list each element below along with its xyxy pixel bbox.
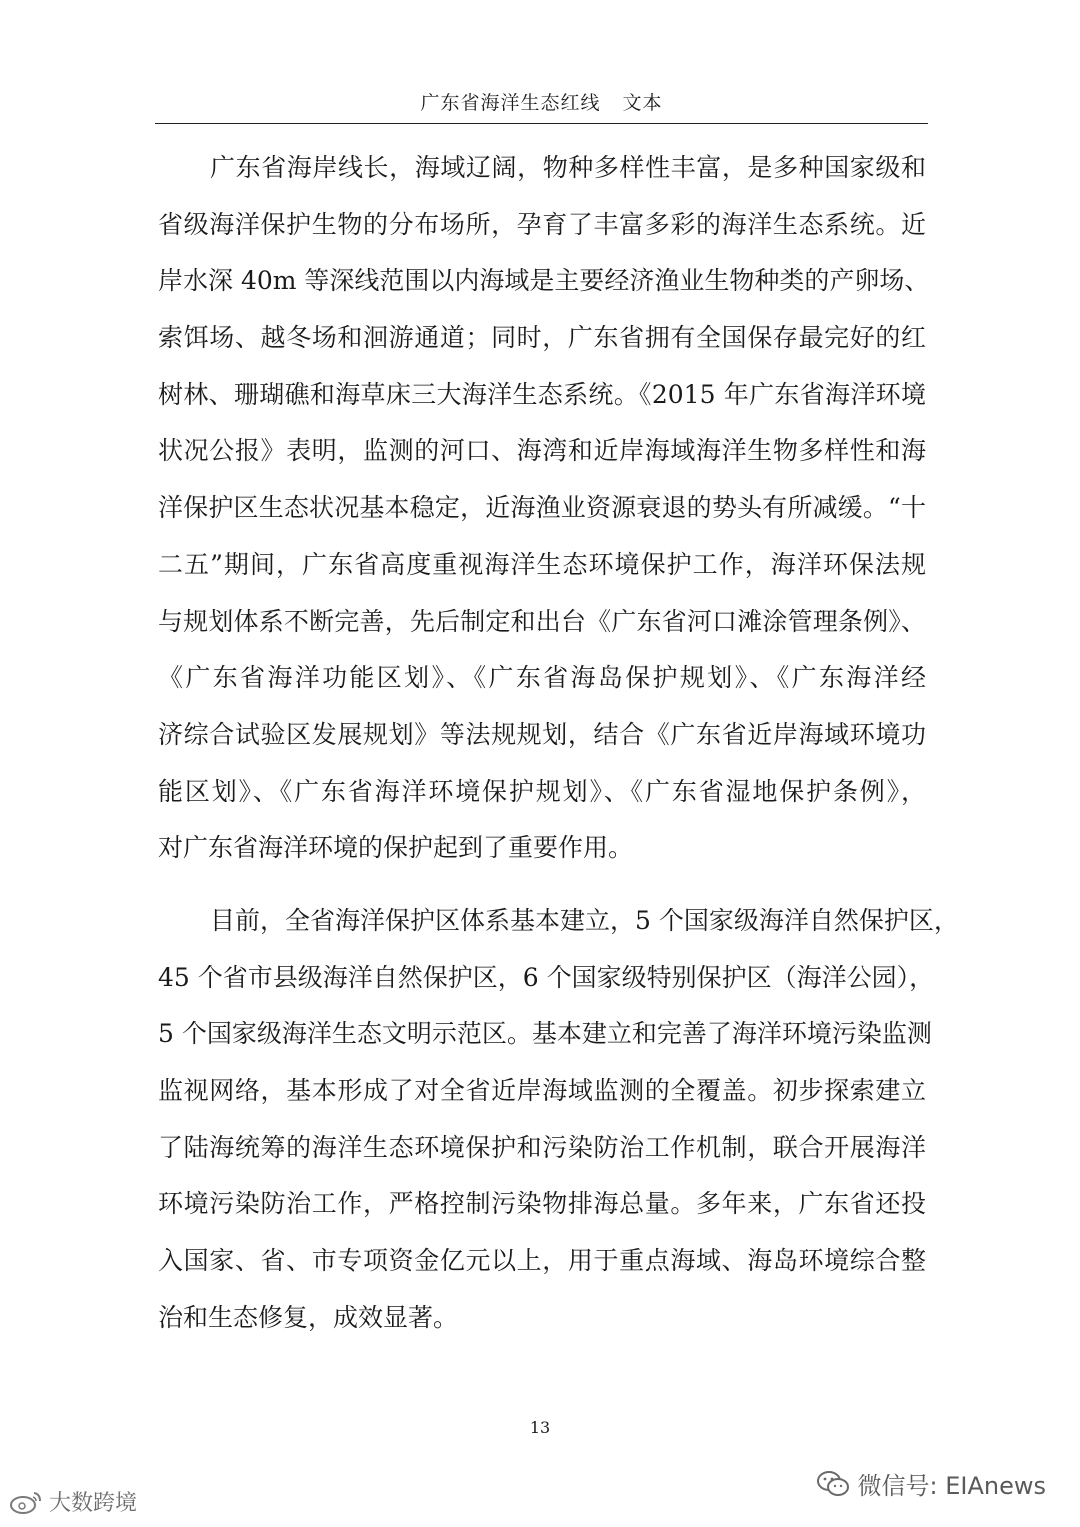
paragraph-1	[158, 140, 930, 877]
text-line: 广东省海岸线长，海域辽阔，物种多样性丰富，是多种国家级和	[210, 153, 926, 182]
text-line: 索饵场、越冬场和洄游通道；同时，广东省拥有全国保存最完好的红	[158, 323, 926, 353]
text-line: 入国家、省、市专项资金亿元以上，用于重点海域、海岛环境综合整	[158, 1246, 926, 1276]
page-header	[155, 88, 928, 124]
text-line: 监视网络，基本形成了对全省近岸海域监测的全覆盖。初步探索建立	[158, 1076, 926, 1105]
header-subtitle: 文本	[622, 92, 663, 114]
wechat-id: 微信号: EIAnews	[857, 1472, 1046, 1500]
text-line: 目前，全省海洋保护区体系基本建立，5 个国家级海洋自然保护区，	[210, 905, 959, 935]
text-line: 能区划》、《广东省海洋环境保护规划》、《广东省湿地保护条例》，	[158, 776, 926, 806]
text-line: 省级海洋保护生物的分布场所，孕育了丰富多彩的海洋生态系统。近	[158, 209, 926, 239]
text-line: 对广东省海洋环境的保护起到了重要作用。	[158, 833, 634, 863]
text-line: 济综合试验区发展规划》等法规规划，结合《广东省近岸海域环境功	[158, 719, 926, 749]
text-line: 45 个省市县级海洋自然保护区，6 个国家级特别保护区（海洋公园），	[158, 962, 935, 992]
text-line: 二五”期间，广东省高度重视海洋生态环境保护工作，海洋环保法规	[158, 549, 926, 579]
weibo-icon	[8, 1489, 44, 1515]
text-line: 《广东省海洋功能区划》、《广东省海岛保护规划》、《广东海洋经	[158, 663, 926, 693]
page-number: 13	[529, 1418, 551, 1437]
wechat-watermark	[816, 1466, 1046, 1501]
weibo-name: 大数跨境	[49, 1491, 138, 1516]
text-line: 治和生态修复，成效显著。	[158, 1302, 459, 1332]
text-line: 树林、珊瑚礁和海草床三大海洋生态系统。《2015 年广东省海洋环境	[158, 379, 926, 409]
text-line: 与规划体系不断完善，先后制定和出台《广东省河口滩涂管理条例》、	[158, 606, 926, 636]
wechat-icon	[816, 1470, 850, 1498]
text-line: 洋保护区生态状况基本稳定，近海渔业资源衰退的势头有所减缓。“十	[158, 493, 926, 523]
text-line: 岸水深 40m 等深线范围以内海域是主要经济渔业生物种类的产卵场、	[158, 266, 930, 296]
text-line: 环境污染防治工作，严格控制污染物排海总量。多年来，广东省还投	[158, 1189, 926, 1219]
weibo-watermark	[8, 1486, 137, 1517]
text-line: 了陆海统筹的海洋生态环境保护和污染防治工作机制，联合开展海洋	[158, 1132, 926, 1162]
paragraph-2	[158, 893, 959, 1347]
text-line: 状况公报》表明，监测的河口、海湾和近岸海域海洋生物多样性和海	[158, 436, 926, 466]
document-body	[158, 140, 959, 1346]
text-line: 5 个国家级海洋生态文明示范区。基本建立和完善了海洋环境污染监测	[158, 1019, 932, 1049]
header-title: 广东省海洋生态红线	[420, 92, 601, 114]
